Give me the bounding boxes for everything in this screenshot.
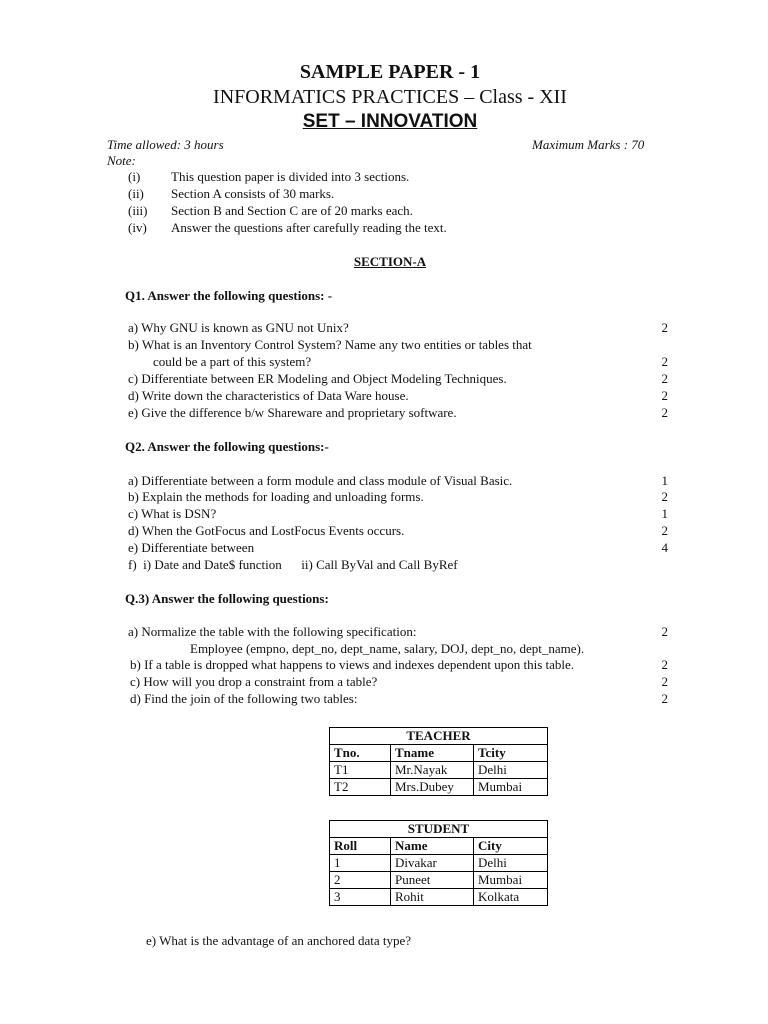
table-cell: Mumbai (474, 779, 548, 796)
marks: 2 (661, 624, 668, 639)
note-number: (ii) (128, 186, 144, 201)
column-header: Tno. (330, 745, 391, 762)
time-allowed: Time allowed: 3 hours (107, 137, 224, 152)
question-item: b) If a table is dropped what happens to views and indexes dependent upon this table. (130, 657, 575, 672)
question-item: c) How will you drop a constraint from a table? (130, 674, 378, 689)
table-cell: Puneet (391, 872, 474, 889)
question-item-last: e) What is the advantage of an anchored data type? (146, 933, 412, 948)
marks: 2 (661, 405, 668, 420)
table-cell: Mumbai (474, 872, 548, 889)
column-header: Tname (391, 745, 474, 762)
table-cell: T1 (330, 762, 391, 779)
table-cell: 3 (330, 889, 391, 906)
table-cell: Kolkata (474, 889, 548, 906)
column-header: Name (391, 838, 474, 855)
marks: 1 (661, 473, 668, 488)
note-text: Section A consists of 30 marks. (171, 186, 335, 201)
marks: 2 (661, 388, 668, 403)
marks: 2 (661, 691, 668, 706)
section-heading: SECTION-A (353, 254, 427, 269)
table-cell: 2 (330, 872, 391, 889)
table-cell: T2 (330, 779, 391, 796)
table-row (330, 779, 548, 796)
column-header: Tcity (474, 745, 548, 762)
table-caption: STUDENT (330, 821, 548, 838)
note-number: (i) (128, 169, 141, 184)
column-header: Roll (330, 838, 391, 855)
question-item: a) Why GNU is known as GNU not Unix? (128, 320, 349, 335)
question-item: f) i) Date and Date$ function ii) Call ByVal and Call ByRef (128, 557, 458, 572)
table-cell: Rohit (391, 889, 474, 906)
note-label: Note: (107, 153, 136, 168)
table-cell: 1 (330, 855, 391, 872)
question-item: a) Normalize the table with the following specification: (128, 624, 417, 639)
marks: 2 (661, 371, 668, 386)
note-number: (iii) (128, 203, 148, 218)
set-title (0, 111, 768, 133)
table-cell: Delhi (474, 855, 548, 872)
student-table (329, 820, 548, 906)
table-row (330, 855, 548, 872)
maximum-marks: Maximum Marks : 70 (532, 137, 645, 152)
question-item: d) Write down the characteristics of Data Ware house. (128, 388, 409, 403)
table-cell: Delhi (474, 762, 548, 779)
question-item: e) Differentiate between (128, 540, 255, 555)
marks: 2 (661, 674, 668, 689)
table-row (330, 889, 548, 906)
marks: 2 (661, 354, 668, 369)
marks: 2 (661, 320, 668, 335)
marks: 2 (661, 523, 668, 538)
set-title-text: SET – INNOVATION (302, 111, 478, 132)
note-text: This question paper is divided into 3 sections. (171, 169, 410, 184)
question-item: e) Give the difference b/w Shareware and proprietary software. (128, 405, 457, 420)
question-item: b) What is an Inventory Control System? Name any two entities or tables that (128, 337, 532, 352)
table-caption: TEACHER (330, 728, 548, 745)
question-item: could be a part of this system? (153, 354, 312, 369)
q1-heading: Q1. Answer the following questions: - (125, 288, 333, 303)
table-row (330, 762, 548, 779)
note-text: Answer the questions after carefully reading the text. (171, 220, 447, 235)
table-cell: Divakar (391, 855, 474, 872)
marks: 1 (661, 506, 668, 521)
column-header: City (474, 838, 548, 855)
table-cell: Mrs.Dubey (391, 779, 474, 796)
question-item: b) Explain the methods for loading and unloading forms. (128, 489, 424, 504)
question-item: a) Differentiate between a form module and class module of Visual Basic. (128, 473, 513, 488)
question-item: d) When the GotFocus and LostFocus Events occurs. (128, 523, 405, 538)
note-number: (iv) (128, 220, 147, 235)
marks: 2 (661, 489, 668, 504)
question-item: c) Differentiate between ER Modeling and Object Modeling Techniques. (128, 371, 507, 386)
table-row (330, 872, 548, 889)
question-item: d) Find the join of the following two tables: (130, 691, 358, 706)
table-cell: Mr.Nayak (391, 762, 474, 779)
note-text: Section B and Section C are of 20 marks each. (171, 203, 413, 218)
q3-heading: Q.3) Answer the following questions: (125, 591, 329, 606)
paper-title: SAMPLE PAPER - 1 (299, 61, 481, 83)
question-item: Employee (empno, dept_no, dept_name, salary, DOJ, dept_no, dept_name). (190, 641, 585, 656)
marks: 4 (661, 540, 668, 555)
paper-subtitle: INFORMATICS PRACTICES – Class - XII (213, 86, 567, 108)
marks: 2 (661, 657, 668, 672)
teacher-table (329, 727, 548, 796)
question-item: c) What is DSN? (128, 506, 217, 521)
q2-heading: Q2. Answer the following questions:- (125, 439, 329, 454)
